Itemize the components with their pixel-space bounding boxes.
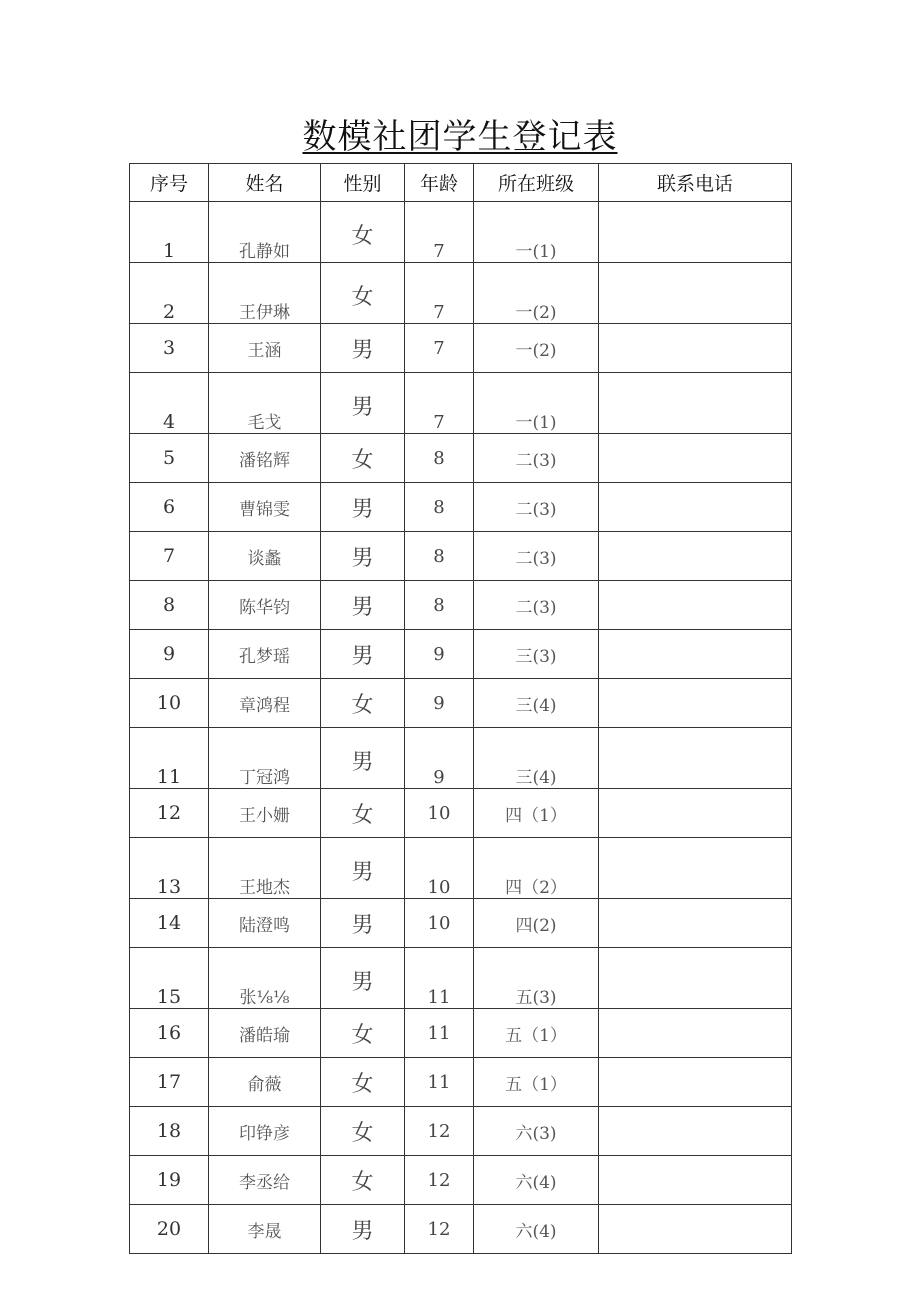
cell-gender: 女: [321, 789, 405, 838]
cell-phone: [599, 838, 792, 899]
cell-gender: 男: [321, 948, 405, 1009]
cell-index: 12: [130, 789, 209, 838]
cell-name: 毛戈: [209, 373, 321, 434]
cell-phone: [599, 483, 792, 532]
cell-name: 丁冠鸿: [209, 728, 321, 789]
cell-gender: 女: [321, 1156, 405, 1205]
cell-name: 陈华钧: [209, 581, 321, 630]
cell-phone: [599, 1009, 792, 1058]
cell-name: 张⅛⅛: [209, 948, 321, 1009]
table-row: [130, 532, 792, 581]
cell-gender: 女: [321, 1107, 405, 1156]
table-row: [130, 948, 792, 1009]
cell-name: 谈蠡: [209, 532, 321, 581]
cell-index: 16: [130, 1009, 209, 1058]
cell-name: 曹锦雯: [209, 483, 321, 532]
cell-name: 王地杰: [209, 838, 321, 899]
table-row: [130, 373, 792, 434]
cell-index: 5: [130, 434, 209, 483]
cell-age: 9: [405, 679, 474, 728]
cell-age: 7: [405, 324, 474, 373]
cell-index: 13: [130, 838, 209, 899]
cell-class: 四(2): [474, 899, 599, 948]
cell-age: 7: [405, 202, 474, 263]
cell-gender: 男: [321, 373, 405, 434]
cell-gender: 男: [321, 630, 405, 679]
cell-index: 15: [130, 948, 209, 1009]
cell-age: 9: [405, 630, 474, 679]
cell-name: 李丞给: [209, 1156, 321, 1205]
cell-age: 8: [405, 581, 474, 630]
cell-class: 二(3): [474, 581, 599, 630]
cell-phone: [599, 263, 792, 324]
cell-phone: [599, 728, 792, 789]
cell-index: 17: [130, 1058, 209, 1107]
cell-gender: 女: [321, 434, 405, 483]
cell-age: 12: [405, 1205, 474, 1254]
cell-age: 11: [405, 1058, 474, 1107]
table-row: [130, 789, 792, 838]
cell-age: 10: [405, 789, 474, 838]
table-row: [130, 679, 792, 728]
cell-gender: 女: [321, 263, 405, 324]
cell-class: 一(2): [474, 324, 599, 373]
cell-phone: [599, 1058, 792, 1107]
cell-phone: [599, 532, 792, 581]
header-age: 年龄: [405, 164, 474, 202]
table-row: [130, 263, 792, 324]
cell-name: 潘皓瑜: [209, 1009, 321, 1058]
table-row: [130, 1058, 792, 1107]
header-index: 序号: [130, 164, 209, 202]
table-row: [130, 728, 792, 789]
cell-class: 五(3): [474, 948, 599, 1009]
cell-name: 陆澄鸣: [209, 899, 321, 948]
table-row: [130, 838, 792, 899]
cell-phone: [599, 581, 792, 630]
table-row: [130, 483, 792, 532]
cell-phone: [599, 948, 792, 1009]
table-row: [130, 324, 792, 373]
table-row: [130, 1156, 792, 1205]
cell-name: 潘铭辉: [209, 434, 321, 483]
cell-index: 3: [130, 324, 209, 373]
cell-index: 20: [130, 1205, 209, 1254]
table-row: [130, 899, 792, 948]
cell-index: 14: [130, 899, 209, 948]
cell-name: 王伊琳: [209, 263, 321, 324]
cell-class: 一(2): [474, 263, 599, 324]
cell-gender: 男: [321, 532, 405, 581]
cell-phone: [599, 630, 792, 679]
page-title: [0, 112, 920, 162]
cell-phone: [599, 1107, 792, 1156]
cell-phone: [599, 1205, 792, 1254]
cell-age: 8: [405, 483, 474, 532]
table-row: [130, 1107, 792, 1156]
cell-index: 1: [130, 202, 209, 263]
header-class: 所在班级: [474, 164, 599, 202]
cell-age: 11: [405, 948, 474, 1009]
cell-class: 三(3): [474, 630, 599, 679]
cell-class: 四（1）: [474, 789, 599, 838]
cell-index: 18: [130, 1107, 209, 1156]
cell-phone: [599, 899, 792, 948]
cell-class: 六(4): [474, 1205, 599, 1254]
cell-age: 7: [405, 373, 474, 434]
table-row: [130, 202, 792, 263]
cell-name: 孔静如: [209, 202, 321, 263]
header-phone: 联系电话: [599, 164, 792, 202]
cell-class: 六(4): [474, 1156, 599, 1205]
table-row: [130, 434, 792, 483]
cell-class: 五（1）: [474, 1058, 599, 1107]
cell-age: 10: [405, 838, 474, 899]
header-row: [130, 164, 792, 202]
cell-gender: 男: [321, 581, 405, 630]
cell-index: 9: [130, 630, 209, 679]
cell-gender: 男: [321, 899, 405, 948]
cell-phone: [599, 1156, 792, 1205]
cell-phone: [599, 202, 792, 263]
header-gender: 性别: [321, 164, 405, 202]
cell-age: 7: [405, 263, 474, 324]
cell-phone: [599, 373, 792, 434]
table-row: [130, 581, 792, 630]
cell-index: 7: [130, 532, 209, 581]
registration-table: [129, 163, 792, 1254]
cell-gender: 女: [321, 679, 405, 728]
cell-class: 三(4): [474, 728, 599, 789]
cell-age: 8: [405, 434, 474, 483]
cell-age: 12: [405, 1156, 474, 1205]
cell-index: 6: [130, 483, 209, 532]
cell-class: 二(3): [474, 434, 599, 483]
table-body: [130, 202, 792, 1254]
cell-class: 一(1): [474, 373, 599, 434]
cell-phone: [599, 679, 792, 728]
cell-gender: 女: [321, 1058, 405, 1107]
cell-index: 11: [130, 728, 209, 789]
cell-age: 8: [405, 532, 474, 581]
cell-index: 2: [130, 263, 209, 324]
cell-class: 三(4): [474, 679, 599, 728]
header-name: 姓名: [209, 164, 321, 202]
cell-gender: 女: [321, 202, 405, 263]
cell-name: 孔梦瑶: [209, 630, 321, 679]
cell-phone: [599, 434, 792, 483]
cell-name: 章鸿程: [209, 679, 321, 728]
cell-age: 11: [405, 1009, 474, 1058]
cell-gender: 男: [321, 483, 405, 532]
cell-age: 10: [405, 899, 474, 948]
cell-gender: 男: [321, 324, 405, 373]
cell-gender: 男: [321, 838, 405, 899]
cell-index: 10: [130, 679, 209, 728]
cell-name: 王涵: [209, 324, 321, 373]
cell-gender: 男: [321, 1205, 405, 1254]
cell-age: 9: [405, 728, 474, 789]
table-row: [130, 1205, 792, 1254]
cell-gender: 女: [321, 1009, 405, 1058]
cell-class: 一(1): [474, 202, 599, 263]
page-title-text: 数模社团学生登记表: [302, 117, 618, 157]
cell-age: 12: [405, 1107, 474, 1156]
cell-gender: 男: [321, 728, 405, 789]
cell-name: 俞薇: [209, 1058, 321, 1107]
cell-index: 8: [130, 581, 209, 630]
cell-index: 4: [130, 373, 209, 434]
cell-class: 二(3): [474, 483, 599, 532]
cell-phone: [599, 324, 792, 373]
table-row: [130, 630, 792, 679]
cell-name: 王小姗: [209, 789, 321, 838]
cell-class: 二(3): [474, 532, 599, 581]
cell-name: 印铮彦: [209, 1107, 321, 1156]
cell-phone: [599, 789, 792, 838]
table-row: [130, 1009, 792, 1058]
cell-index: 19: [130, 1156, 209, 1205]
cell-class: 六(3): [474, 1107, 599, 1156]
cell-name: 李晟: [209, 1205, 321, 1254]
cell-class: 四（2）: [474, 838, 599, 899]
cell-class: 五（1）: [474, 1009, 599, 1058]
